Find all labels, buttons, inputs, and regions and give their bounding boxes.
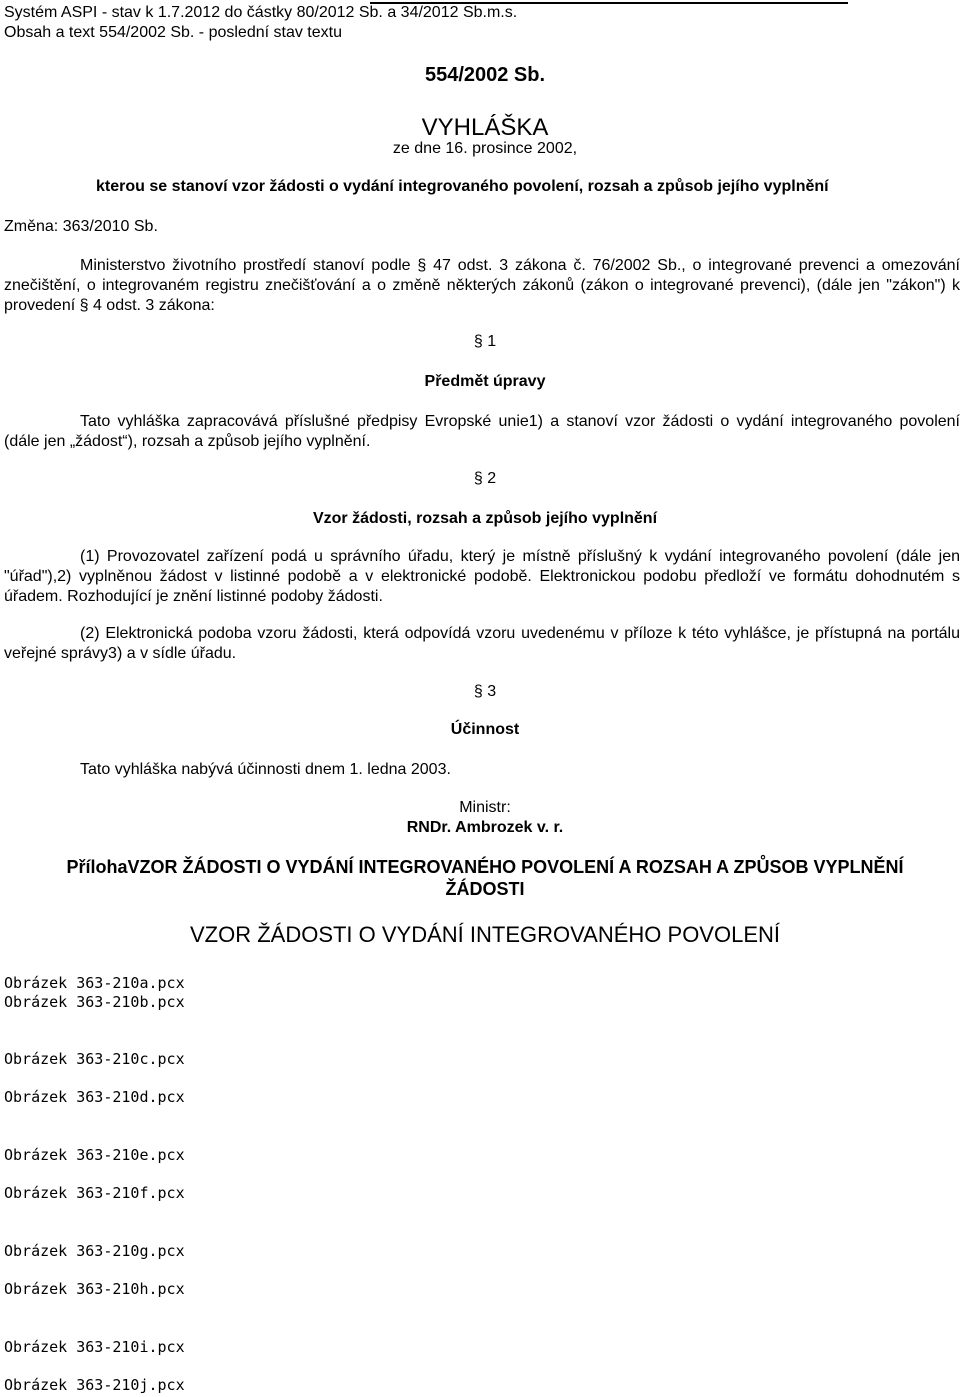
image-reference: Obrázek 363-210e.pcx: [4, 1146, 185, 1164]
signature-role: Ministr:: [459, 799, 511, 816]
annex-heading: VZOR ŽÁDOSTI O VYDÁNÍ INTEGROVANÉHO POVOLENÍ: [189, 922, 780, 947]
section-2-title: Vzor žádosti, rozsah a způsob jejího vyplnění: [312, 510, 658, 527]
section-1-number: § 1: [473, 333, 497, 350]
section-2-number: § 2: [473, 470, 497, 487]
annex-title-line-2: ŽÁDOSTI: [445, 879, 525, 899]
image-reference: Obrázek 363-210h.pcx: [4, 1280, 185, 1298]
image-reference: Obrázek 363-210c.pcx: [4, 1050, 185, 1068]
document-type: VYHLÁŠKA: [421, 114, 549, 141]
image-reference: Obrázek 363-210g.pcx: [4, 1242, 185, 1260]
section-1-paragraph: Tato vyhláška zapracovává příslušné předpisy Evropské unie1) a stanoví vzor žádosti o vydání integrovaného povolení (dále jen „žádost“), rozsah a způsob jejího vyplnění.: [4, 413, 960, 450]
header-line-1: Systém ASPI - stav k 1.7.2012 do částky 80/2012 Sb. a 34/2012 Sb.m.s.: [4, 4, 518, 21]
section-1-title: Předmět úpravy: [424, 373, 546, 390]
image-reference: Obrázek 363-210i.pcx: [4, 1338, 185, 1356]
section-3-number: § 3: [473, 683, 497, 700]
signature-name: RNDr. Ambrozek v. r.: [406, 819, 564, 836]
amendment-note: Změna: 363/2010 Sb.: [4, 218, 158, 235]
image-reference: Obrázek 363-210b.pcx: [4, 993, 185, 1011]
preamble: Ministerstvo životního prostředí stanoví podle § 47 odst. 3 zákona č. 76/2002 Sb., o integrované prevenci a omezování znečištění, o integrovaném registru znečišťování a o změně některých zákonů (zákon o integrované prevenci), (dále jen "zákon") k provedení § 4 odst. 3 zákona:: [4, 257, 960, 314]
image-reference: Obrázek 363-210d.pcx: [4, 1088, 185, 1106]
document-date: ze dne 16. prosince 2002,: [392, 140, 578, 157]
image-reference: Obrázek 363-210a.pcx: [4, 974, 185, 992]
section-3-paragraph: Tato vyhláška nabývá účinnosti dnem 1. ledna 2003.: [80, 761, 451, 778]
document-number: 554/2002 Sb.: [424, 64, 546, 86]
section-2-paragraph-2: (2) Elektronická podoba vzoru žádosti, která odpovídá vzoru uvedenému v příloze k této vyhlášce, je přístupná na portálu veřejné správy3) a v sídle úřadu.: [4, 625, 960, 662]
header-line-2: Obsah a text 554/2002 Sb. - poslední stav textu: [4, 24, 342, 41]
image-reference: Obrázek 363-210j.pcx: [4, 1376, 185, 1394]
section-3-title: Účinnost: [450, 721, 520, 738]
document-subtitle: kterou se stanoví vzor žádosti o vydání integrovaného povolení, rozsah a způsob jejího vyplnění: [96, 178, 829, 195]
section-2-paragraph-1: (1) Provozovatel zařízení podá u správního úřadu, který je místně příslušný k vydání integrovaného povolení (dále jen "úřad"),2) vyplněnou žádost v listinné podobě a v elektronické podobě. Elektronickou podobu předloží ve formátu dohodnutém s úřadem. Rozhodující je znění listinné podoby žádosti.: [4, 548, 960, 605]
annex-title-line-1: PřílohaVZOR ŽÁDOSTI O VYDÁNÍ INTEGROVANÉHO POVOLENÍ A ROZSAH A ZPŮSOB VYPLNĚNÍ: [66, 857, 904, 877]
image-reference: Obrázek 363-210f.pcx: [4, 1184, 185, 1202]
